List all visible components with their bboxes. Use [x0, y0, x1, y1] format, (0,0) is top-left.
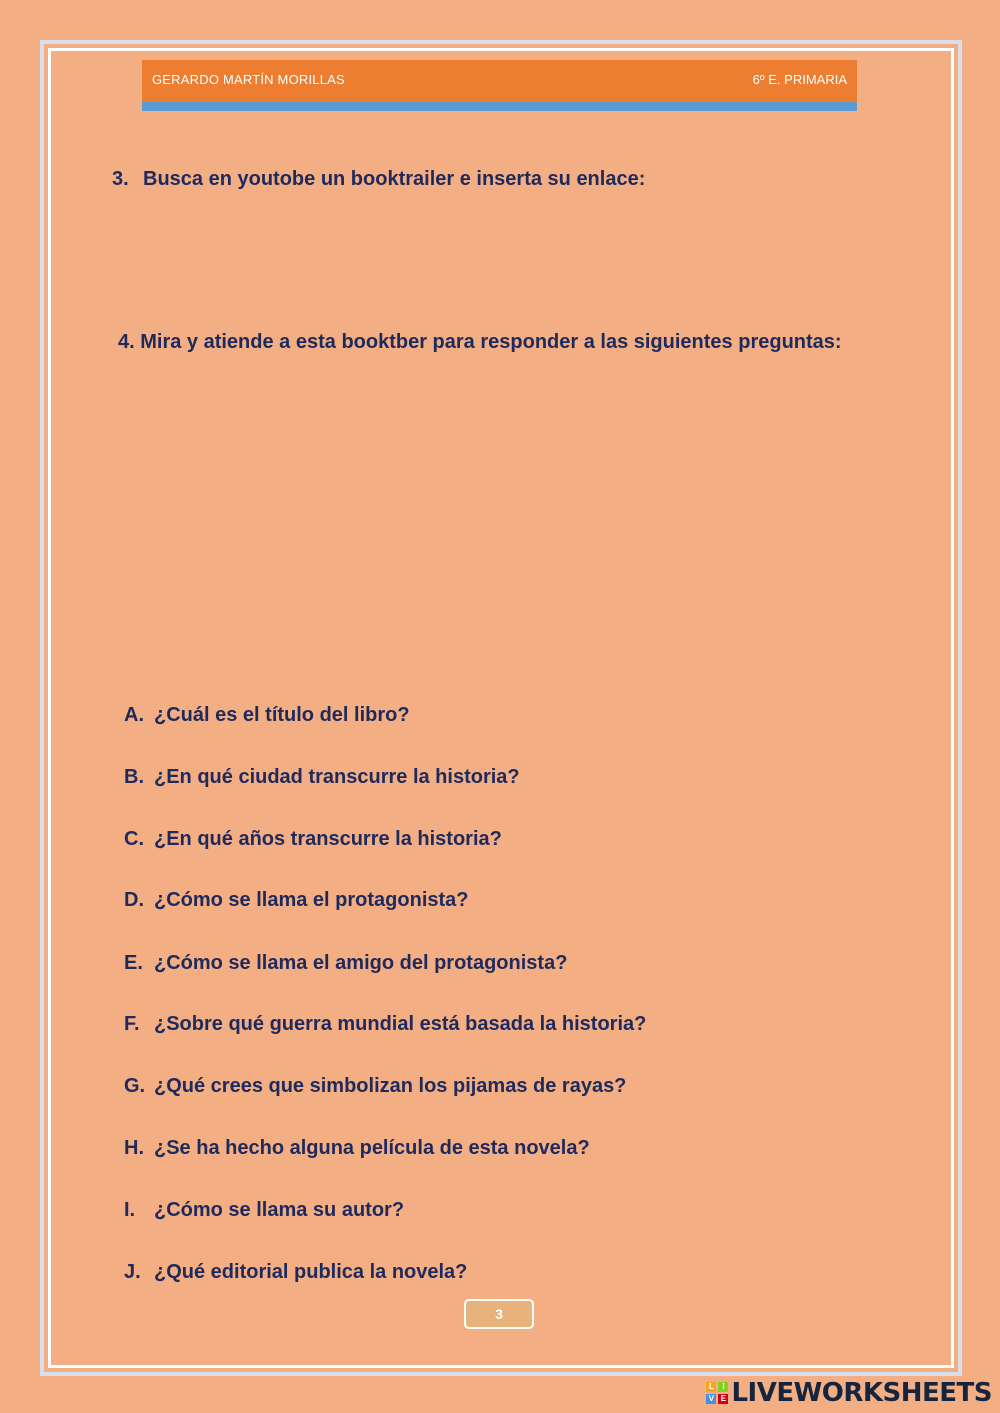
logo-letter-l: L — [706, 1382, 716, 1392]
section-4-heading: 4. Mira y atiende a esta booktber para responder a las siguientes preguntas: — [118, 331, 842, 353]
question-c — [124, 828, 502, 851]
question-f — [124, 1013, 646, 1036]
question-letter: C. — [124, 828, 144, 850]
question-g — [124, 1075, 626, 1098]
liveworksheets-icon — [706, 1382, 728, 1404]
question-text: ¿Cómo se llama su autor? — [154, 1199, 405, 1221]
section-3-heading: Busca en youtobe un booktrailer e inserta su enlace: — [143, 168, 646, 190]
header-grade: 6º E. PRIMARIA — [752, 72, 847, 87]
question-letter: F. — [124, 1013, 140, 1035]
question-text: ¿Cuál es el título del libro? — [154, 704, 410, 726]
question-letter: D. — [124, 889, 144, 911]
question-letter: I. — [124, 1199, 136, 1221]
question-letter: E. — [124, 952, 143, 974]
question-h — [124, 1137, 590, 1160]
question-text: ¿Cómo se llama el protagonista? — [154, 889, 469, 911]
logo-letter-v: V — [706, 1394, 716, 1404]
liveworksheets-wordmark: LIVEWORKSHEETS — [731, 1378, 992, 1408]
question-d — [124, 889, 469, 912]
question-letter: J. — [124, 1261, 141, 1283]
logo-letter-i: I — [718, 1382, 728, 1392]
question-text: ¿Se ha hecho alguna película de esta novela? — [154, 1137, 590, 1159]
question-e — [124, 952, 567, 975]
question-letter: H. — [124, 1137, 144, 1159]
question-text: ¿En qué ciudad transcurre la historia? — [154, 766, 520, 788]
question-j — [124, 1261, 467, 1284]
question-a — [124, 704, 410, 727]
question-letter: A. — [124, 704, 144, 726]
question-text: ¿En qué años transcurre la historia? — [154, 828, 502, 850]
question-letter: G. — [124, 1075, 146, 1097]
question-text: ¿Sobre qué guerra mundial está basada la historia? — [154, 1013, 647, 1035]
question-b — [124, 766, 520, 789]
header-underline — [142, 102, 857, 111]
question-text: ¿Qué editorial publica la novela? — [154, 1261, 468, 1283]
question-text: ¿Qué crees que simbolizan los pijamas de rayas? — [154, 1075, 627, 1097]
page-number: 3 — [464, 1299, 534, 1329]
section-3-number: 3. — [112, 168, 129, 190]
logo-letter-e: E — [718, 1394, 728, 1404]
question-i — [124, 1199, 404, 1222]
question-letter: B. — [124, 766, 144, 788]
liveworksheets-logo[interactable] — [706, 1376, 992, 1410]
question-text: ¿Cómo se llama el amigo del protagonista? — [154, 952, 568, 974]
header-author: GERARDO MARTÍN MORILLAS — [152, 72, 345, 87]
